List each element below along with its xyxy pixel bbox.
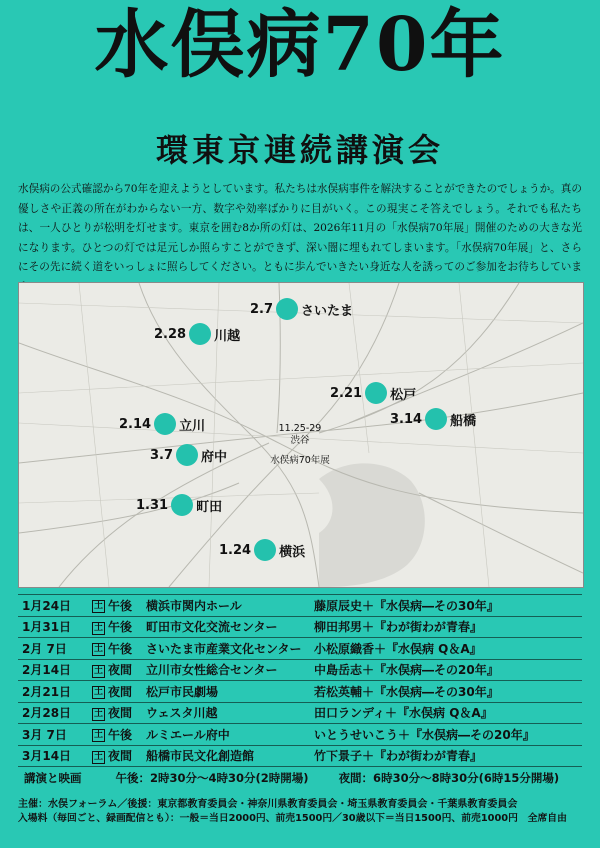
location-dot-icon [254,539,276,561]
row-venue: 船橋市民文化創造館 [146,749,255,764]
pin-place: 府中 [201,449,228,465]
time-note [18,770,582,786]
fees-line: 入場料（毎回ごと、録画配信とも）：一般＝当日2000円、前売1500円／30歳以下＝当日1500円、前売1000円 全席自由 [18,813,567,824]
exhibition-place: 渋谷 [290,435,310,446]
pin-matsudo [330,382,416,404]
pin-saitama [250,298,353,320]
pin-place: 川越 [214,328,241,344]
row-venue: ウェスタ川越 [146,706,218,721]
subtitle: 環東京連続講演会 [155,131,444,169]
row-program: 小松原織香＋『水俣病 Q＆A』 [314,641,482,656]
row-time: 午後 [108,620,133,635]
row-time: 午後 [108,598,133,613]
exhibition-name: 水俣病70年展 [270,455,330,466]
row-date: 2月21日 [22,684,72,699]
schedule-row [18,660,582,682]
pin-yokohama [219,539,305,561]
location-dot-icon [276,298,298,320]
pin-tachikawa [119,413,205,435]
pin-fuchu [150,444,227,466]
row-date: 2月28日 [22,706,72,721]
row-date: 1月24日 [22,598,72,613]
pin-date: 3.7 [150,447,174,463]
schedule-row [18,724,582,746]
row-program: 藤原辰史＋『水俣病―その30年』 [314,598,499,613]
row-venue: 町田市文化交流センター [146,620,278,635]
location-dot-icon [171,494,193,516]
schedule-row [18,681,582,703]
row-program: いとうせいこう＋『水俣病―その20年』 [314,727,535,742]
pin-kawagoe [154,323,240,345]
row-venue: ルミエール府中 [146,727,230,742]
row-venue: 松戸市民劇場 [146,684,219,699]
location-dot-icon [425,408,447,430]
schedule-row [18,746,582,768]
pin-place: 横浜 [279,544,306,560]
location-dot-icon [154,413,176,435]
location-dot-icon [189,323,211,345]
row-day: 土 [93,665,103,676]
pin-funabashi [390,408,476,430]
row-day: 土 [93,708,103,719]
intro-text: 水俣病の公式確認から70年を迎えようとしています。私たちは水俣病事件を解決することができたのでしょうか。真の優しさや正義の所在がわからない一方、数字や効率ばかりに目がいく。この現実こそ答えでしょう。それでも私たちは、一人ひとりが松明を灯せます。東京を囲む8か所の灯は、2026年11月の「水俣病70年展」開催のための大きな光になります。ひとつの灯では足元しか照らすことができず、深い闇に埋もれてしまいます。「水俣病70年展」と、さらにその先に続く道をいっしょに照らしてください。ともに歩んでいきたい身近な人を誘ってのご参加をお待ちしていま [18,183,582,273]
row-venue: 立川市女性総合センター [146,663,278,678]
row-date: 2月 7日 [22,641,67,656]
pin-date: 2.14 [119,416,152,432]
row-program: 中島岳志＋『水俣病―その20年』 [314,663,499,678]
page-title: 水俣病70年 [94,2,506,88]
row-time: 夜間 [108,706,133,721]
row-day: 土 [93,751,103,762]
location-dot-icon [365,382,387,404]
row-time: 午後 [108,727,133,742]
row-date: 1月31日 [22,620,72,635]
pin-date: 2.28 [154,326,187,342]
row-date: 2月14日 [22,663,72,678]
row-time: 夜間 [108,684,133,699]
row-time: 夜間 [108,663,133,678]
schedule-row [18,617,582,639]
pin-place: 船橋 [450,413,477,429]
note-afternoon: 午後：2時30分～4時30分(2時開場) [115,771,309,785]
pin-date: 2.21 [330,385,363,401]
schedule-row [18,638,582,660]
pin-date: 1.31 [136,497,169,513]
row-day: 土 [93,601,103,612]
row-program: 竹下景子＋『わが街わが青春』 [314,749,483,764]
note-label: 講演と映画 [24,771,82,785]
row-day: 土 [93,622,103,633]
pin-date: 1.24 [219,542,252,558]
pin-place: 立川 [179,418,206,434]
sponsors-line: 主催：水俣フォーラム／後援：東京都教育委員会・神奈川県教育委員会・埼玉県教育委員会・千葉県教育委員会 [18,799,518,810]
row-program: 柳田邦男＋『わが街わが青春』 [314,620,483,635]
map [18,282,584,588]
pin-place: さいたま [301,303,354,319]
schedule-row [18,594,582,617]
row-date: 3月14日 [22,749,72,764]
row-time: 午後 [108,641,133,656]
schedule-table [18,594,582,767]
location-dot-icon [176,444,198,466]
row-day: 土 [93,730,103,741]
row-venue: さいたま市産業文化センター [146,641,302,656]
pin-place: 松戸 [390,387,417,403]
pin-date: 2.7 [250,301,274,317]
schedule-row [18,703,582,725]
row-program: 若松英輔＋『水俣病―その30年』 [314,684,499,699]
row-venue: 横浜市関内ホール [146,598,242,613]
row-day: 土 [93,687,103,698]
pin-date: 3.14 [390,411,423,427]
note-evening: 夜間：6時30分～8時30分(6時15分開場) [338,771,560,785]
row-program: 田口ランディ＋『水俣病 Q＆A』 [314,706,493,721]
pin-machida [136,494,222,516]
pin-place: 町田 [196,499,223,515]
shibuya-exhibition-label [255,423,345,467]
row-date: 3月 7日 [22,727,67,742]
row-time: 夜間 [108,749,133,764]
exhibition-dates: 11.25-29 [278,423,322,434]
row-day: 土 [93,644,103,655]
